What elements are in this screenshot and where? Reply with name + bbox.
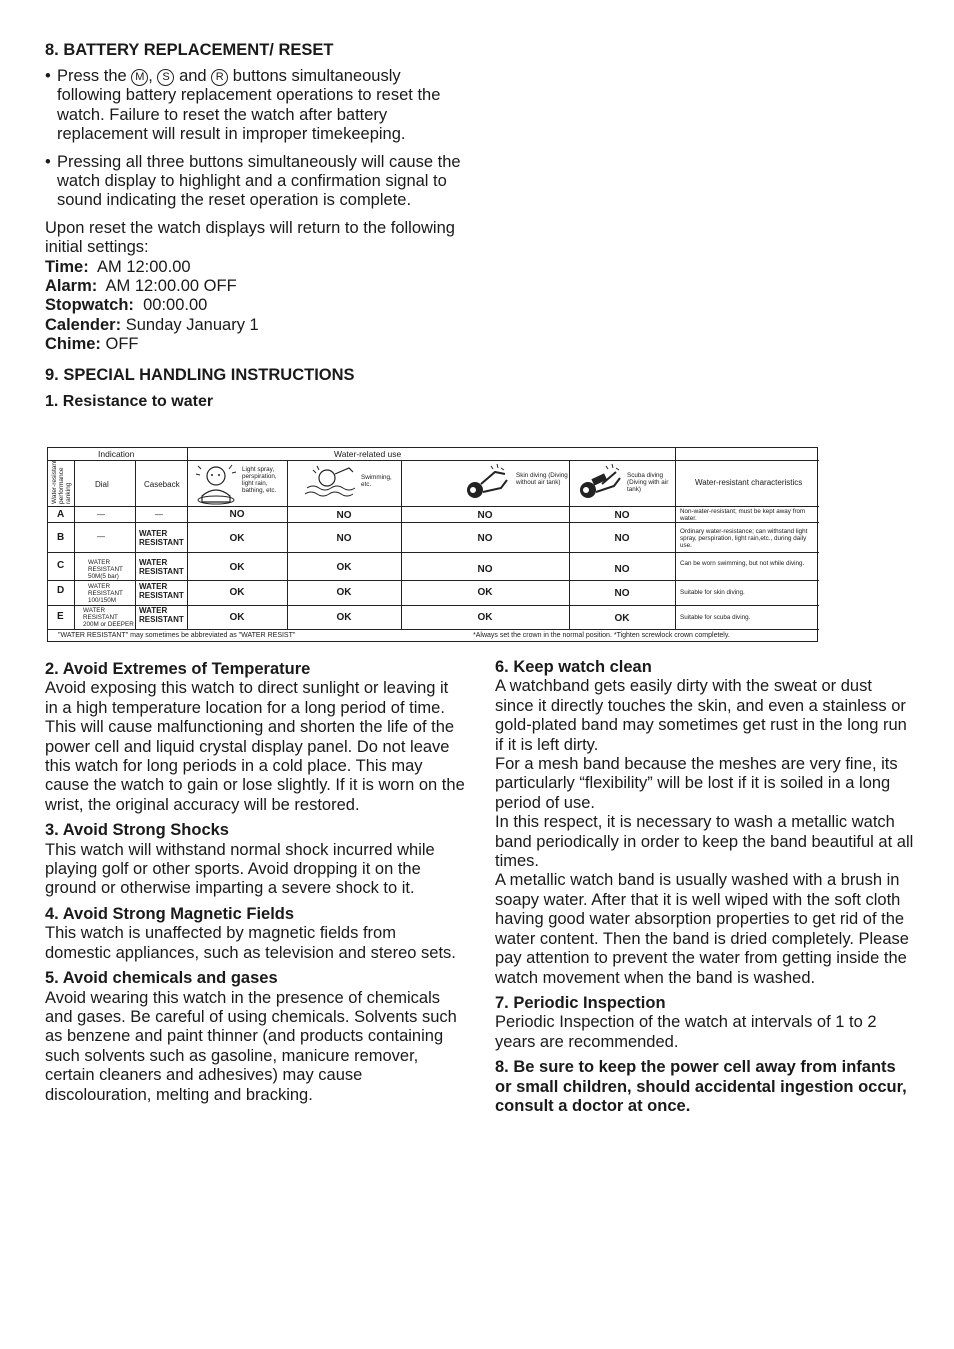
battery-heading: 8. BATTERY REPLACEMENT/ RESET	[45, 41, 334, 59]
use-skin-diving: Skin diving (Diving without air tank)	[516, 472, 568, 486]
rank-b: B	[57, 532, 65, 543]
e-swimming: OK	[336, 612, 352, 623]
dial-a: —	[97, 510, 105, 519]
e-scuba-diving: OK	[614, 613, 630, 624]
d-characteristic: Suitable for skin diving.	[680, 589, 745, 596]
use-light-spray: Light spray, perspiration, light rain, bathing, etc.	[242, 466, 277, 494]
water-use-header: Water-related use	[334, 449, 402, 459]
special-heading: 9. SPECIAL HANDLING INSTRUCTIONS	[45, 365, 355, 384]
rank-c: C	[57, 560, 65, 571]
caseback-header: Caseback	[144, 480, 180, 489]
b-characteristic: Ordinary water-resistance; can withstand light spray, perspiration, light rain,etc., during daily use.	[680, 528, 808, 549]
d-swimming: OK	[336, 587, 352, 598]
dial-b: —	[97, 532, 105, 541]
b-scuba-diving: NO	[614, 533, 630, 544]
setting-stopwatch: Stopwatch: 00:00.00	[45, 296, 208, 315]
b-swimming: NO	[336, 533, 352, 544]
r-button-icon: R	[211, 69, 228, 86]
a-light-spray: NO	[229, 509, 245, 520]
characteristics-header: Water-resistant characteristics	[695, 478, 803, 487]
setting-calendar: Calender: Sunday January 1	[45, 315, 259, 334]
caseback-a: —	[155, 510, 163, 519]
rank-e: E	[57, 611, 64, 622]
c-skin-diving: NO	[477, 564, 493, 575]
section-chemicals: 5. Avoid chemicals and gases Avoid wearing this watch in the presence of chemicals and gases. Be careful of using chemicals. Solvents such as benzene and paint thinner (and products containing such solvents such as gasoline, manicure remover, certain cleaners and adhesives) may cause discolouration, melting and bracking.	[45, 969, 457, 1104]
e-characteristic: Suitable for scuba diving.	[680, 614, 751, 621]
caseback-e: WATER RESISTANT	[139, 606, 184, 624]
rank-a: A	[57, 509, 65, 520]
caseback-b: WATER RESISTANT	[139, 529, 184, 547]
section-magnetic: 4. Avoid Strong Magnetic Fields This watch is unaffected by magnetic fields from domestic appliances, such as television and stereo sets.	[45, 904, 456, 962]
d-light-spray: OK	[229, 587, 245, 598]
section-shocks: 3. Avoid Strong Shocks This watch will withstand normal shock incurred while playing golf or other sports. Avoid dropping it on the ground or otherwise imparting a severe shock to it.	[45, 821, 435, 898]
table-footnote-right: *Always set the crown in the normal position. *Tighten screwlock crown completely.	[473, 632, 730, 639]
m-button-icon: M	[131, 69, 148, 86]
power-cell-warning: 8. Be sure to keep the power cell away from infants or small children, should accidental ingestion occur, consult a doctor at once.	[495, 1058, 907, 1115]
d-skin-diving: OK	[477, 587, 493, 598]
b-skin-diving: NO	[477, 533, 493, 544]
caseback-d: WATER RESISTANT	[139, 582, 184, 600]
s-button-icon: S	[157, 69, 174, 86]
section-clean: 6. Keep watch clean A watchband gets easily dirty with the sweat or dust since it directly touches the skin, and even a stainless or gold-plated band may sometimes get rust in the long run if it is left dirty. For a mesh band because the meshes are very fine, its particularly “flexibility” will be lost if it is soiled in a long period of use. In this respect, it is necessary to wash a metallic watch band periodically in order to keep the band beautiful at all times. A metallic watch band is usually washed with a brush in soapy water. After that it is well wiped with the soft cloth having good water absorption properties to get rid of the water content. Then the band is dried completely. Please pay attention to prevent the water from getting inside the watch movement when the band is washed.	[495, 658, 914, 987]
a-swimming: NO	[336, 510, 352, 521]
d-scuba-diving: NO	[614, 588, 630, 599]
table-footnote-left: "WATER RESISTANT" may sometimes be abbreviated as "WATER RESIST"	[58, 632, 296, 639]
setting-time: Time: AM 12:00.00	[45, 257, 191, 276]
use-swimming: Swimming, etc.	[361, 474, 392, 488]
b-light-spray: OK	[229, 533, 245, 544]
c-characteristic: Can be worn swimming, but not while diving.	[680, 560, 805, 567]
right-sections	[495, 658, 915, 1116]
c-scuba-diving: NO	[614, 564, 630, 575]
a-scuba-diving: NO	[614, 510, 630, 521]
e-skin-diving: OK	[477, 612, 493, 623]
ranking-header: Water-resistant performance ranking	[51, 460, 72, 504]
a-characteristic: Non-water-resistant; must be kept away from water.	[680, 508, 806, 522]
bullet-reset-buttons: • Press the M , S and R buttons simultaneously following battery replacement operations to reset the watch. Failure to reset the watch after battery replacement will result in improper timekeeping.	[45, 67, 465, 145]
swimming-illustration-icon	[303, 464, 361, 502]
section-temperature: 2. Avoid Extremes of Temperature Avoid exposing this watch to direct sunlight or leaving it in a high temperature location for a long period of time. This will cause malfunctioning and shorten the life of the power cell and liquid crystal display panel. Do not leave this watch for long periods in a cold place. This may cause the watch to gain or lose slightly. If it is worn on the wrist, the original accuracy will be restored.	[45, 660, 465, 814]
scuba-diving-illustration-icon	[574, 462, 624, 506]
indication-header: Indication	[98, 449, 135, 459]
battery-bullets	[45, 67, 465, 211]
section-inspection: 7. Periodic Inspection Periodic Inspection of the watch at intervals of 1 to 2 years are recommended.	[495, 993, 877, 1051]
caseback-c: WATER RESISTANT	[139, 558, 184, 576]
e-light-spray: OK	[229, 612, 245, 623]
bullet-reset-confirm: • Pressing all three buttons simultaneously will cause the watch display to highlight and a confirmation signal to sound indicating the reset operation is complete.	[45, 153, 465, 211]
battery-section	[45, 40, 465, 419]
use-scuba-diving: Scuba diving (Diving with air tank)	[627, 472, 669, 493]
dial-header: Dial	[95, 480, 109, 489]
rank-d: D	[57, 585, 65, 596]
initial-settings	[45, 258, 465, 355]
dial-d: WATER RESISTANT 100/150M	[88, 583, 123, 604]
c-swimming: OK	[336, 562, 352, 573]
setting-alarm: Alarm: AM 12:00.00 OFF	[45, 277, 237, 296]
resistance-subheading: 1. Resistance to water	[45, 392, 214, 410]
skin-diving-illustration-icon	[461, 462, 511, 506]
shower-illustration-icon	[192, 462, 240, 505]
c-light-spray: OK	[229, 562, 245, 573]
left-sections	[45, 660, 465, 1111]
a-skin-diving: NO	[477, 510, 493, 521]
setting-chime: Chime: OFF	[45, 335, 139, 354]
reset-intro: Upon reset the watch displays will return to the following initial settings:	[45, 218, 455, 257]
water-resistance-table	[47, 447, 818, 642]
dial-c: WATER RESISTANT 50M(5 bar)	[88, 559, 123, 580]
dial-e: WATER RESISTANT 200M or DEEPER	[83, 607, 134, 628]
